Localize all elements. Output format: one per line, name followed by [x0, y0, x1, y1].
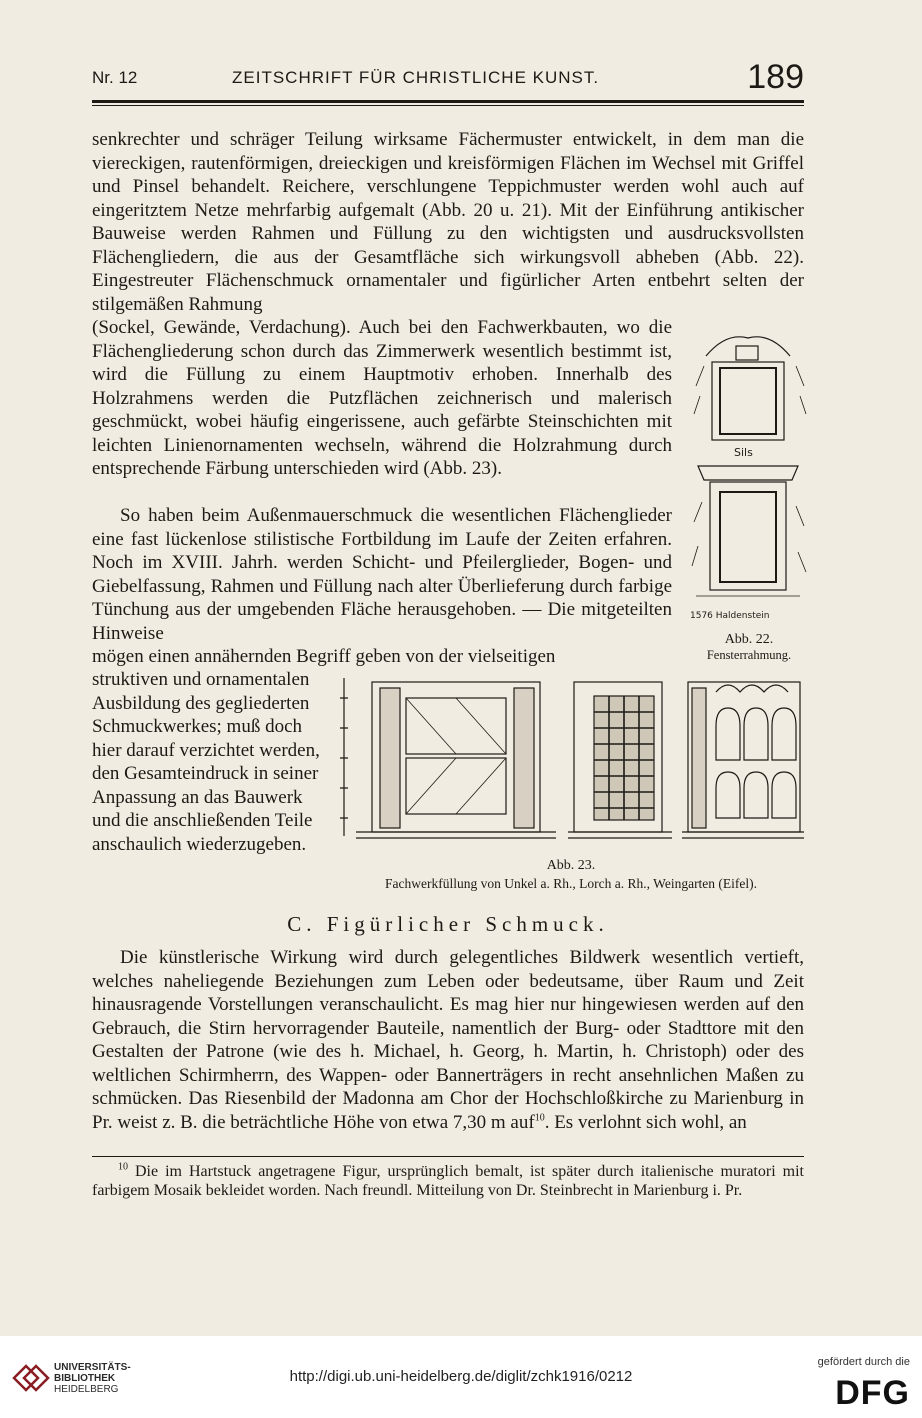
paragraph-2-narrow-column: struktiven und ornamentalen Ausbildung des gegliederten Schmuckwerkes; muß doch hier darauf verzichtet werden, den Gesamteindruck in seiner Anpassung an das Bauwerk und die anschließenden Teile anschaulich wiederzugeben.	[92, 669, 320, 855]
library-line-2: BIBLIOTHEK	[54, 1373, 116, 1384]
footnote-rule	[92, 1156, 804, 1157]
library-line-1: UNIVERSITÄTS-	[54, 1362, 131, 1373]
fig23-weingarten-upper-arches	[716, 708, 796, 760]
digitization-footer	[0, 1336, 922, 1418]
fig23-weingarten-lower-arches	[716, 772, 796, 818]
header-rule-thick	[92, 100, 804, 103]
figure-23-timber-infill	[336, 668, 806, 854]
paragraph-2: So haben beim Außenmauerschmuck die wesentlichen Flächenglieder eine fast lückenlose stilistische Fortbildung im Laufe der Zeiten erfahren. Noch im XVIII. Jahrh. werden Schicht- und Pfeilerglieder, Bogen- und Giebelfassung, Rahmen und Füllung nach alter Überlieferung durch farbige Tünchung aus der umgebenden Fläche herausgehoben. — Die mitgeteilten Hinweise	[92, 505, 672, 644]
figure-22-caption: Fensterrahmung.	[706, 648, 792, 662]
funding-label: gefördert durch die	[817, 1356, 910, 1368]
footnote	[92, 1162, 804, 1200]
fig22-label-haldenstein: 1576 Haldenstein	[690, 611, 770, 621]
issue-number: Nr. 12	[92, 68, 138, 87]
page-number: 189	[747, 58, 804, 96]
source-url-link[interactable]: http://digi.ub.uni-heidelberg.de/diglit/zchk1916/0212	[289, 1368, 633, 1385]
fig23-unkel-upper-field	[406, 698, 506, 754]
footnote-reference: 10	[534, 1112, 545, 1124]
paragraph-3-text: Die künstlerische Wirkung wird durch gelegentliches Bildwerk wesentlich vertieft, welches naheliegende Beziehungen zum Leben oder bedeutsame, über Raum und Zeit hinausragende Vorstellungen veranschaulicht. Es mag hier nur hingewiesen werden auf den Gebrauch, die Stirn hervorragender Bauteile, namentlich der Burg- oder Stadttore mit den Gestalten der Patrone (wie des h. Michael, h. Georg, h. Martin, h. Christoph) oder des weltlichen Schirmherrn, des Wappen- oder Bannerträgers in recht ansehnlichen Maßen zu schmücken. Das Riesenbild der Madonna am Chor der Hochschloßkirche zu Marienburg in Pr. weist z. B. die beträchtliche Höhe von etwa 7,30 m auf	[92, 947, 804, 1133]
library-line-3: HEIDELBERG	[54, 1384, 119, 1395]
fig22-label-sils: Sils	[734, 446, 753, 459]
paragraph-1-continued: (Sockel, Gewände, Verdachung). Auch bei den Fachwerkbauten, wo die Flächengliederung schon durch das Zimmerwerk wesentlich bestimmt ist, wird die Füllung zu einem Hauptmotiv erhoben. Innerhalb des Holzrahmens werden die Putzflächen zeichnerisch und malerisch geschmückt, wobei häufig eingerissene, auch gefärbte Steinschichten mit leichten Linienornamenten wechseln, während die Holzrahmung durch entsprechende Färbung unterschieden wird (Abb. 23).	[92, 317, 672, 479]
fig23-scale-bar	[340, 678, 348, 836]
footnote-text: Die im Hartstuck angetragene Figur, ursprünglich bemalt, ist später durch italienische muratori mit farbigem Mosaik bekleidet worden. Nach freundl. Mitteilung von Dr. Steinbrecht in Marienburg i. Pr.	[92, 1163, 804, 1199]
paragraph-2-line: mögen einen annähernden Begriff geben von der vielseitigen	[92, 646, 556, 667]
header-rule-thin	[92, 105, 804, 106]
figure-22-window-frames	[686, 326, 810, 626]
fig22-lower-window	[720, 492, 776, 582]
figure-23-number: Abb. 23.	[546, 858, 596, 873]
section-heading: C. Figürlicher Schmuck.	[287, 912, 609, 936]
fig23-unkel-lower-field	[406, 758, 506, 814]
dfg-logo: DFG	[835, 1374, 910, 1412]
paragraph-1: senkrechter und schräger Teilung wirksame Fächermuster entwickelt, in dem man die viereckigen, rautenförmigen, dreieckigen und kreisförmigen Flächen im Wechsel mit Griffel und Pinsel behandelt. Reichere, verschlungene Teppichmuster werden wohl auch auf eingeritztem Netze mehrfarbig aufgemalt (Abb. 20 u. 21). Mit der Einführung antikischer Bauweise werden Rahmen und Füllung zu den wichtigsten und ausdrucksvollsten Flächengliedern, die aus der Gesamtfläche sich wirkungsvoll abheben (Abb. 22). Eingestreuter Flächenschmuck ornamentaler und figürlicher Arten entbehrt selten der stilgemäßen Rahmung	[92, 129, 804, 315]
figure-23-caption: Fachwerkfüllung von Unkel a. Rh., Lorch a. Rh., Weingarten (Eifel).	[384, 876, 758, 891]
journal-title: ZEITSCHRIFT FÜR CHRISTLICHE KUNST.	[232, 68, 600, 87]
fig22-lower-cornice	[698, 466, 798, 480]
footnote-number: 10	[118, 1161, 128, 1173]
fig22-lower-frame	[710, 482, 786, 590]
paragraph-3	[92, 946, 804, 1134]
paragraph-3-end: . Es verlohnt sich wohl, an	[544, 1111, 747, 1133]
figure-22-number: Abb. 22.	[724, 632, 774, 647]
fig22-upper-window	[720, 368, 776, 434]
fig22-upper-frame	[712, 362, 784, 440]
fig22-crest	[736, 346, 758, 360]
running-header	[92, 60, 804, 100]
